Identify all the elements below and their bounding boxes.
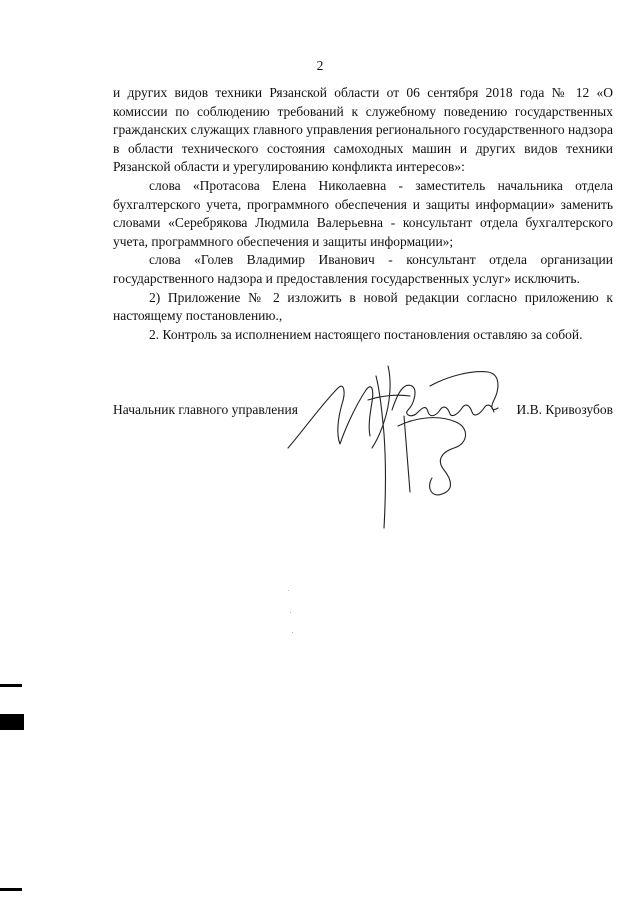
scan-margin-mark <box>0 714 24 730</box>
document-body <box>113 84 613 344</box>
paragraph-control: 2. Контроль за исполнением настоящего постановления оставляю за собой. <box>149 326 583 342</box>
scan-margin-mark <box>0 684 22 687</box>
scan-speck <box>292 632 293 633</box>
scan-speck <box>290 612 291 613</box>
handwritten-signature <box>280 352 540 532</box>
scan-margin-mark <box>0 888 22 891</box>
scan-speck <box>288 590 289 591</box>
paragraph-intro: и других видов техники Рязанской области от 06 сентября 2018 года № 12 «О комиссии по соблюдению требований к служебному поведению государственных гражданских служащих главного управления регионального государственного надзора в области технического состояния самоходных машин и других видов техники Рязанской области и урегулированию конфликта интересов»: <box>113 85 613 175</box>
page-number: 2 <box>316 58 324 73</box>
signatory-title: Начальник главного управления <box>113 402 298 417</box>
signatory-name: И.В. Кривозубов <box>516 402 613 417</box>
paragraph-exclude-member: слова «Голев Владимир Иванович - консультант отдела организации государственного надзора и предоставления государственных услуг» исключить. <box>113 252 613 286</box>
paragraph-replace-member: слова «Протасова Елена Николаевна - заместитель начальника отдела бухгалтерского учета, программного обеспечения и защиты информации» заменить словами «Серебрякова Людмила Валерьевна - консультант отдела бухгалтерского учета, программного обеспечения и защиты информации»; <box>113 177 613 249</box>
paragraph-appendix: 2) Приложение № 2 изложить в новой редакции согласно приложению к настоящему постановлению., <box>113 289 613 324</box>
